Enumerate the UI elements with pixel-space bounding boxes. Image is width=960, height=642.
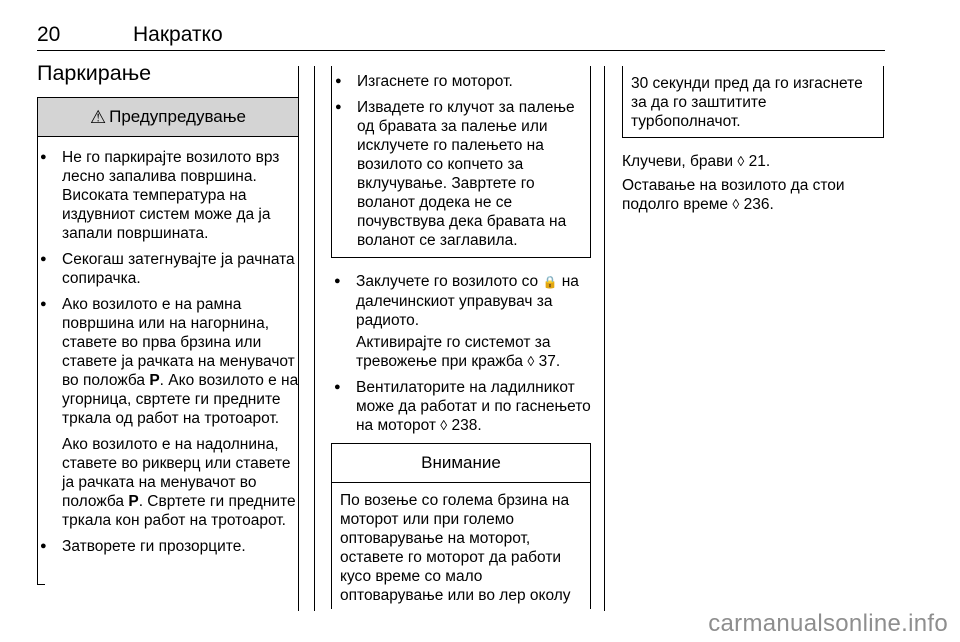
- caution-body: По возење со голема брзина на моторот или при големо оптоварување на моторот, оставете го моторот да работи кусо време со мало оптоварување или во лер околу: [340, 492, 571, 604]
- caution-title: Внимание: [332, 444, 590, 483]
- middle-column: [331, 66, 591, 609]
- list-item: ● Не го паркирајте возилото врз лесно запалива површина. Високата температура на издувниот систем може да ја запали површината.: [37, 148, 299, 243]
- page-reference-link[interactable]: 21.: [748, 153, 771, 170]
- warning-list: [37, 148, 299, 428]
- warning-paragraph: Ако возилото е на надолнина, ставете во рикверц или ставете ја рачката на менувачот во положба P. Свртете ги предните тркала кон работ на тротоарот.: [62, 436, 296, 529]
- right-column: [622, 66, 884, 219]
- caution-box: [331, 443, 591, 609]
- steps-list: [332, 72, 590, 250]
- chapter-title: Накратко: [133, 23, 223, 46]
- section-title: Паркирање: [37, 61, 152, 85]
- warning-header: [37, 97, 299, 137]
- watermark: carmanualsonline.info: [708, 610, 948, 637]
- leave-vehicle-reference: Оставање на возилото да стои подолго време ◊ 236.: [622, 177, 845, 213]
- warning-right-border: [298, 66, 299, 611]
- warning-triangle-icon: ⚠: [89, 106, 107, 127]
- keys-reference: Клучеви, брави ◊ 21.: [622, 153, 771, 170]
- alarm-paragraph: Активирајте го системот за тревожење при кражба ◊ 37.: [356, 334, 561, 370]
- list-item: ● Извадете го клучот за палење од бравата за палење или исклучете го палењето на возилото со копчето за вклучување. Завртете го воланот додека не се почувствува дека бравата на воланот се заглавила.: [332, 98, 590, 250]
- reference-arrow-icon: ◊: [732, 196, 740, 212]
- warning-left-border: [37, 135, 38, 585]
- reference-arrow-icon: ◊: [440, 417, 448, 433]
- warning-list-end: [37, 537, 299, 556]
- list-item: ● Вентилаторите на ладилникот може да работат и по гаснењето на моторот ◊ 238.: [331, 378, 591, 435]
- warning-title: Предупредување: [109, 107, 247, 126]
- fans-list: [331, 378, 591, 435]
- warning-continuation-box: [331, 66, 591, 258]
- reference-arrow-icon: ◊: [527, 353, 535, 369]
- column-divider: [604, 66, 605, 611]
- column-divider: [314, 66, 315, 611]
- list-item: ● Секогаш затегнувајте ја рачната сопирачка.: [37, 250, 299, 288]
- page-header: [37, 22, 885, 51]
- warning-bottom-tick: [37, 584, 45, 585]
- warning-column: [37, 97, 299, 560]
- reference-arrow-icon: ◊: [737, 153, 745, 169]
- list-item: ● Изгаснете го моторот.: [332, 72, 590, 91]
- references: [622, 152, 884, 214]
- page-reference-link[interactable]: 37.: [538, 353, 561, 370]
- list-item: ● Ако возилото е на рамна површина или на нагорнина, ставете во прва брзина или ставете ја рачката на менувачот во положба P. Ако возилото е на угорница, свртете ги предните тркала од работ на тротоарот.: [37, 295, 299, 428]
- page-reference-link[interactable]: 236.: [743, 196, 774, 213]
- list-item: ● Заклучете го возилото со 🔒 на далечинскиот управувач за радиото.: [331, 272, 591, 330]
- page-number: 20: [37, 23, 61, 46]
- page-reference-link[interactable]: 238.: [451, 417, 482, 434]
- list-item: ● Затворете ги прозорците.: [37, 537, 299, 556]
- lock-icon: 🔒: [542, 275, 558, 289]
- caution-continuation-box: 30 секунди пред да го изгаснете за да го заштитите турбополначот.: [622, 66, 884, 138]
- parking-steps-list: [331, 272, 591, 330]
